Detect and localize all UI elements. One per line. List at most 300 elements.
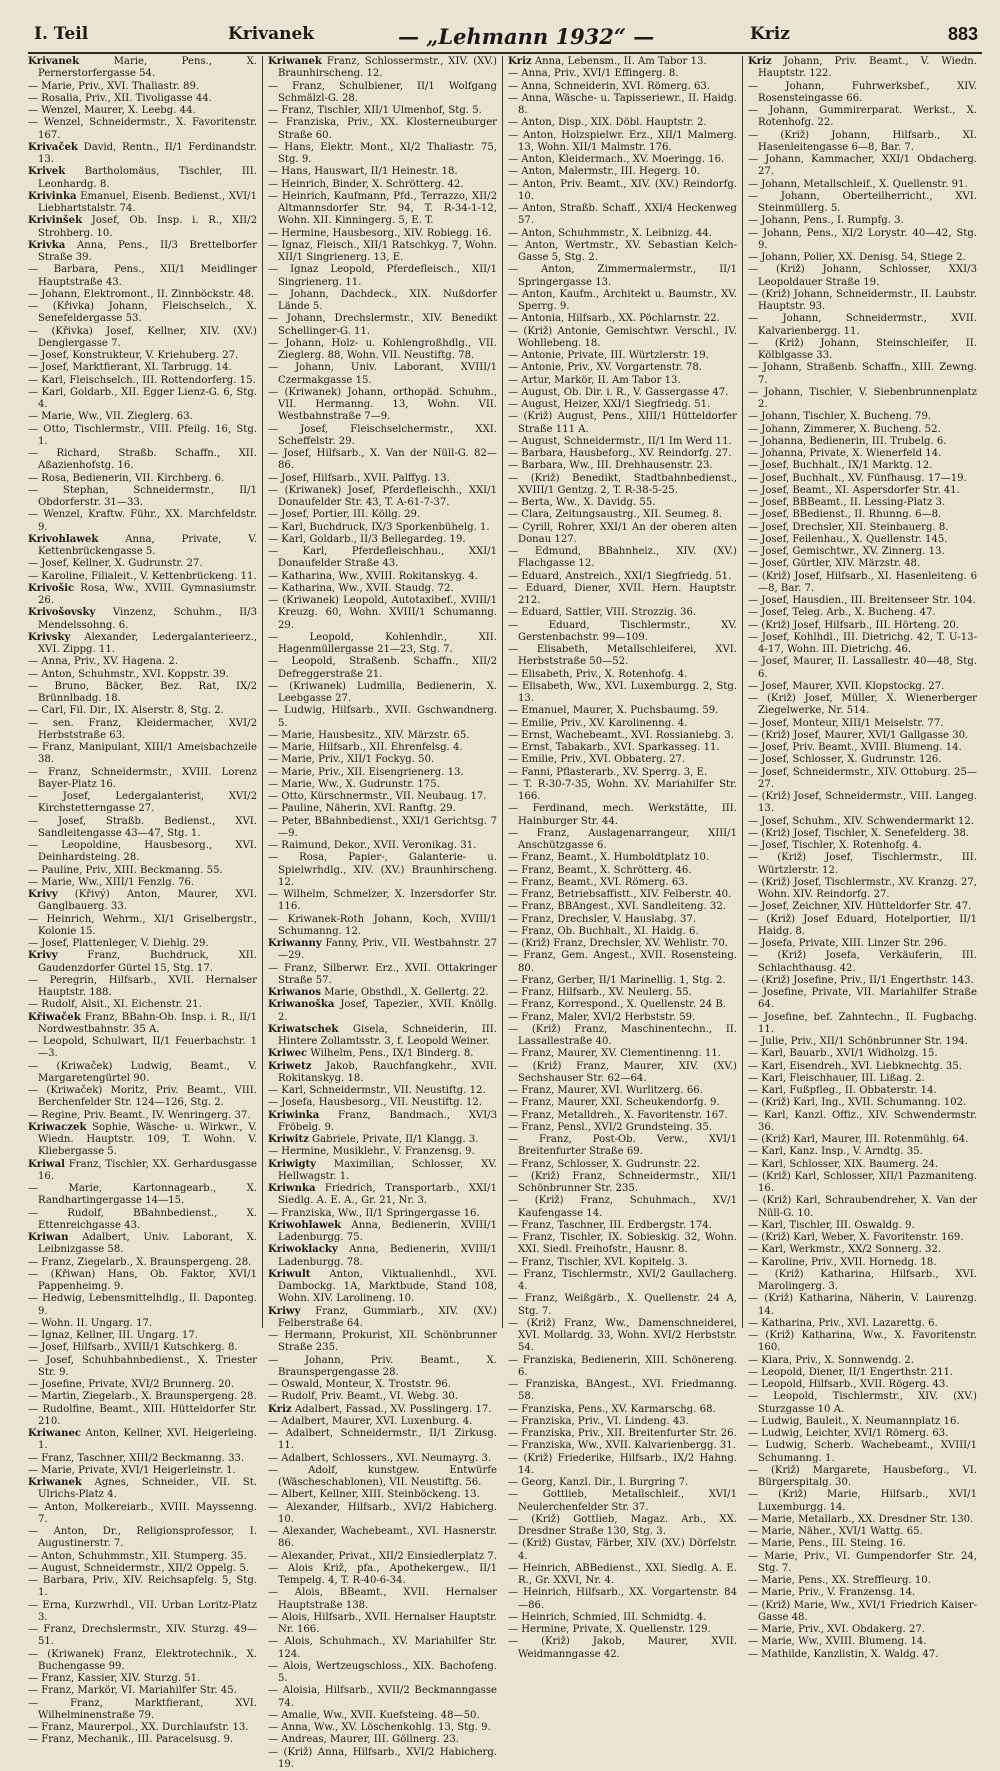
entry-surname: Krivošic — [28, 583, 74, 594]
directory-entry — [28, 767, 257, 792]
entry-text: — Josef, Monteur, XIII/1 Meiselstr. 77. — [748, 718, 943, 729]
directory-entry — [508, 1269, 737, 1294]
entry-text: — Josef, Kellner, X. Gudrunstr. 27. — [28, 558, 203, 569]
entry-text: — Ludwig, Bauleit., X. Neumannplatz 16. — [748, 1416, 960, 1427]
directory-entry — [28, 534, 257, 559]
entry-text: — Josef, Schuhbahnbedienst., X. Triester Str. 9. — [28, 1355, 257, 1378]
entry-text: Vinzenz, Schuhm., II/3 Mendelssohng. 6. — [38, 607, 257, 630]
entry-text: — Franz, Beamt., XVI. Römerg. 63. — [508, 877, 688, 888]
directory-entry — [748, 1048, 977, 1060]
directory-entry — [28, 865, 257, 877]
entry-text: — August, Schneidermstr., XII/2 Oppelg. 5. — [28, 1563, 249, 1574]
directory-entry — [748, 816, 977, 828]
entry-text: — Franziska, Priv., VI. Lindeng. 43. — [508, 1416, 689, 1427]
entry-surname: Krivanek — [28, 56, 79, 67]
entry-text: — Franz, Tischlermstr., XVI/2 Gaullacherg. 4. — [508, 1269, 737, 1292]
directory-entry — [748, 264, 977, 289]
directory-entry — [268, 938, 497, 963]
entry-text: — Karl, Goldarb., II/3 Bellegardeg. 19. — [268, 534, 466, 545]
directory-entry — [748, 485, 977, 497]
directory-entry — [28, 1208, 257, 1233]
directory-entry — [28, 191, 257, 216]
entry-text: — Katharina, Ww., XVII. Staudg. 72. — [268, 583, 454, 594]
entry-text: — Heinrich, Kaufmann, Pfd., Terrazzo, XII/2 Altmannsdorfer Str. 94, T. R-34-1-12, Wohn. XII. Kinningerg. 5, E. T. — [268, 191, 497, 227]
entry-text: — Heinrich, ABBedienst., XXI. Siedlg. A. E. R., Gr. XXVI, Nr. 4. — [508, 1563, 737, 1586]
entry-text: — Karl, Bauarb., XVI/1 Widholzg. 15. — [748, 1048, 938, 1059]
directory-entry — [748, 681, 977, 693]
entry-text: — Anna, Schneiderin, XVI. Römerg. 63. — [508, 81, 710, 92]
entry-text: Fanny, Priv., VII. Westbahnstr. 27—29. — [278, 938, 497, 961]
directory-entry — [508, 730, 737, 742]
entry-text: — Hedwig, Lebensmittelhdlg., II. Daponteg. 9. — [28, 1293, 257, 1316]
entry-text: — Franz, Mechanik., III. Paracelsusg. 9. — [28, 1734, 233, 1745]
entry-text: — Johann, Elektromont., II. Zinnböckstr. 48. — [28, 289, 254, 300]
directory-entry — [268, 1220, 497, 1245]
entry-text: — Johann, Drechslermstr., XIV. Benedikt Schellinger-G. 11. — [268, 313, 497, 336]
entry-text: — Marie, Näher., XVI/1 Wattg. 65. — [748, 1526, 923, 1537]
directory-entry — [508, 1379, 737, 1404]
directory-entry — [748, 1649, 977, 1661]
entry-text: — Gottlieb, Metallschleif., XVI/1 Neulerchenfelder Str. 37. — [508, 1489, 737, 1512]
entry-text: — Emanuel, Maurer, X. Puchsbaumg. 59. — [508, 705, 718, 716]
entry-text: — sen. Franz, Kleidermacher, XVI/2 Herbststraße 63. — [28, 718, 257, 741]
directory-entry — [508, 130, 737, 155]
entry-text: — (Križ) Franz, Schuhmach., XV/1 Kaufengasse 14. — [508, 1195, 737, 1218]
directory-entry — [748, 105, 977, 130]
directory-entry — [268, 571, 497, 583]
entry-text: — Alexander, Wachebeamt., XVI. Hasnerstr. 86. — [268, 1526, 497, 1549]
entry-text: Bartholomäus, Tischler, III. Leonhardg. 8. — [38, 166, 257, 189]
directory-entry — [28, 1036, 257, 1061]
directory-entry — [28, 999, 257, 1011]
directory-entry — [28, 215, 257, 240]
directory-entry — [748, 754, 977, 766]
directory-entry — [508, 1048, 737, 1060]
directory-entry — [748, 791, 977, 816]
entry-text: — August, Heizer, XXI/1 Siegfriedg. 51. — [508, 399, 710, 410]
directory-entry — [748, 767, 977, 792]
entry-text: — Franz, BBAngest., XVI. Sandleiteng. 32. — [508, 901, 726, 912]
directory-entry — [28, 424, 257, 449]
directory-entry — [508, 203, 737, 228]
directory-entry — [28, 1502, 257, 1527]
entry-text: — Johanna, Private, X. Wienerfeld 14. — [748, 448, 941, 459]
entry-surname: Kriwanny — [268, 938, 322, 949]
first-entry-name: Krivanek — [228, 24, 314, 44]
entry-text: Friedrich, Transportarb., XXI/1 Siedlg. A. E. A., Gr. 21, Nr. 3. — [278, 1183, 497, 1206]
directory-entry — [508, 436, 737, 448]
directory-entry — [748, 436, 977, 448]
entry-text: — Johann, Zimmerer, X. Bucheng. 52. — [748, 424, 941, 435]
entry-text: — (Kriwaček) Ludwig, Beamt., V. Margaretengürtel 90. — [28, 1061, 257, 1084]
directory-entry — [28, 1698, 257, 1723]
entry-text: — Antonie, Priv., XV. Vorgartenstr. 78. — [508, 362, 702, 373]
entry-text: — Emilie, Priv., XVI. Obbaterg. 27. — [508, 754, 685, 765]
entry-text: Franz, BBahn-Ob. Insp. i. R., II/1 Nordwestbahnstr. 35 A. — [38, 1012, 257, 1035]
entry-text: — Marie, Hilfsarb., XII. Ehrenfelsg. 4. — [268, 742, 463, 753]
directory-entry — [268, 56, 497, 81]
directory-entry — [748, 1428, 977, 1440]
directory-entry — [508, 754, 737, 766]
entry-text: — Johanna, Bedienerin, III. Trubelg. 6. — [748, 436, 947, 447]
directory-entry — [268, 656, 497, 681]
directory-entry — [508, 522, 737, 547]
directory-entry — [748, 362, 977, 387]
entry-text: — Clara, Zeitungsaustrg., XII. Seumeg. 8. — [508, 509, 722, 520]
entry-text: — Hermine, Musiklehr., V. Franzensg. 9. — [268, 1146, 475, 1157]
directory-entry — [508, 620, 737, 645]
directory-title: — „Lehmann 1932“ — — [398, 24, 654, 49]
entry-text: Emanuel, Eisenb. Bedienst., XVI/1 Liebhartstalstr. 74. — [38, 191, 257, 214]
entry-text: — Karl, Goldarb., XII. Egger Lienz-G. 6, Stg. 4. — [28, 387, 257, 410]
directory-entry — [508, 473, 737, 498]
entry-text: — Wohn. II. Ungarg. 17. — [28, 1318, 152, 1329]
directory-entry — [28, 1269, 257, 1294]
directory-entry — [748, 852, 977, 877]
entry-text: — Johann, Univ. Laborant, XVIII/1 Czermakgasse 15. — [268, 362, 497, 385]
entry-text: — (Križ) Margarete, Hausbeforg., VI. Bürgerspitalg. 30. — [748, 1465, 977, 1488]
entry-text: — Ferdinand, mech. Werkstätte, III. Hainburger Str. 44. — [508, 803, 737, 826]
entry-text: — Franz, Hilfsarb., XV. Neulerg. 55. — [508, 987, 692, 998]
entry-text: — Ludwig, Hilfsarb., XVII. Gschwandnerg. 5. — [268, 705, 497, 728]
entry-text: — Josef, Gemischtwr., XV. Zinnerg. 13. — [748, 546, 945, 557]
entry-text: — Franz, Gem. Angest., XVII. Rosensteing. 80. — [508, 950, 737, 973]
entry-text: — Karl, Schlosser, XIX. Baumerg. 24. — [748, 1159, 938, 1170]
entry-text: — Franz, Taschner, XIII/2 Beckmanng. 33. — [28, 1453, 244, 1464]
entry-text: — Leopold, Diener, II/1 Engerthstr. 211. — [748, 1367, 953, 1378]
entry-text: — Franz, Tischler, IX. Sobieskig. 32, Wohn. XXI. Siedl. Freihofstr., Hausnr. 8. — [508, 1232, 737, 1255]
entry-surname: Krivy — [28, 950, 58, 961]
directory-entry — [268, 1489, 497, 1501]
directory-entry — [748, 1244, 977, 1256]
entry-text: — Adalbert, Schneidermstr., II/1 Zirkusg. 11. — [268, 1428, 497, 1451]
directory-entry — [508, 56, 737, 68]
directory-entry — [748, 534, 977, 546]
directory-column — [262, 56, 502, 1328]
directory-entry — [28, 448, 257, 473]
directory-entry — [748, 1355, 977, 1367]
directory-entry — [748, 1293, 977, 1318]
entry-text: — Leopold, Kohlenhdlr., XII. Hagenmüllergasse 21—23, Stg. 7. — [268, 632, 497, 655]
directory-entry — [268, 730, 497, 742]
directory-entry — [508, 889, 737, 901]
entry-text: — (Kriwanek) Ludmilla, Bedienerin, X. Leebgasse 27. — [268, 681, 497, 704]
entry-text: Adalbert, Univ. Laborant, X. Leibnizgasse 58. — [38, 1232, 257, 1255]
entry-text: — (Križ) August, Pens., XIII/1 Hütteldorfer Straße 111 A. — [508, 411, 737, 434]
entry-text: — Berta, Ww., X. Davidg. 55. — [508, 497, 656, 508]
entry-text: — Josef, Schneidermstr., XIV. Ottoburg. 25—27. — [748, 767, 977, 790]
directory-entry — [28, 105, 257, 117]
entry-text: — Josef, BBBeamt., II. Lessing-Platz 3. — [748, 497, 945, 508]
directory-entry — [508, 718, 737, 730]
directory-entry — [28, 742, 257, 767]
directory-entry — [748, 1171, 977, 1196]
entry-text: — (Križ) Friederike, Hilfsarb., IX/2 Hahng. 14. — [508, 1453, 737, 1476]
entry-text: — T. R-30-7-35, Wohn. XV. Mariahilfer Str. 166. — [508, 779, 737, 802]
entry-text: Anton, Kellner, XVI. Heigerleing. 1. — [38, 1428, 257, 1451]
entry-text: — Bruno, Bäcker, Bez. Rat, IX/2 Brünnlbadg. 18. — [28, 681, 257, 704]
entry-text: — Franz, Kassier, XIV. Sturzg. 51. — [28, 1673, 200, 1684]
entry-text: — Franz, Taschner, III. Erdbergstr. 174. — [508, 1220, 712, 1231]
directory-entry — [268, 999, 497, 1024]
directory-entry — [28, 938, 257, 950]
entry-text: — Franz, Weißgärb., X. Quellenstr. 24 A, Stg. 7. — [508, 1293, 737, 1316]
directory-entry — [508, 1293, 737, 1318]
directory-entry — [748, 828, 977, 840]
directory-entry — [748, 1489, 977, 1514]
directory-entry — [28, 81, 257, 93]
entry-text: — Alois, Hilfsarb., XVII. Hernalser Hauptstr. Nr. 166. — [268, 1612, 497, 1635]
entry-text: — Anton, Zimmermalermstr., II/1 Springergasse 13. — [508, 264, 737, 287]
entry-text: — Edmund, BBahnheiz., XIV. (XV.) Flachgasse 12. — [508, 546, 737, 569]
directory-entry — [748, 1440, 977, 1465]
directory-entry — [508, 767, 737, 779]
entry-text: — (Križ) Karl, Schlosser, XII/1 Pazmaniteng. 16. — [748, 1171, 977, 1194]
directory-entry — [748, 718, 977, 730]
directory-entry — [268, 1306, 497, 1331]
entry-text: — Franz, Post-Ob. Verw., XVI/1 Breitenfurter Straße 69. — [508, 1134, 737, 1157]
entry-text: — Franziska, Bedienerin, XIII. Schönereng. 6. — [508, 1355, 737, 1378]
entry-text: Agnes, Schneider., VII. St. Ulrichs-Platz 4. — [38, 1477, 257, 1500]
directory-entry — [268, 1355, 497, 1380]
directory-entry — [268, 1526, 497, 1551]
entry-text: — Karl, Kanz. Insp., V. Arndtg. 35. — [748, 1146, 923, 1157]
entry-text: — Heinrich, Binder, X. Schrötterg. 42. — [268, 179, 464, 190]
directory-entry — [508, 975, 737, 987]
directory-entry — [508, 228, 737, 240]
entry-text: — Josef, Hilfsarb., X. Van der Nüll-G. 82—86. — [268, 448, 497, 471]
entry-text: — Otto, Kürschnermstr., VII. Neubaug. 17. — [268, 791, 487, 802]
directory-entry — [268, 681, 497, 706]
entry-text: — Peter, BBahnbedienst., XXI/1 Gerichtsg. 7—9. — [268, 816, 497, 839]
entry-text: — Karl, Kanzl. Offiz., XIV. Schwendermstr. 36. — [748, 1110, 977, 1133]
entry-text: — Karoline, Priv., XVII. Hornedg. 18. — [748, 1257, 937, 1268]
entry-text: Anna, Bedienerin, XVIII/1 Ladenburgg. 78. — [278, 1244, 497, 1267]
directory-entry — [268, 264, 497, 289]
entry-text: — Franz, Beamt., X. Schrötterg. 46. — [508, 865, 691, 876]
entry-text: — Franz, Maurer, XVI. Wurlitzerg. 66. — [508, 1085, 703, 1096]
directory-entry — [508, 1232, 737, 1257]
entry-text: — Franz, Ob. Buchhalt., XI. Haidg. 6. — [508, 926, 699, 937]
entry-text: Wilhelm, Pens., IX/1 Binderg. 8. — [307, 1048, 473, 1059]
entry-text: — Josef, Buchhalt., XV. Fünfhausg. 17—19. — [748, 473, 967, 484]
directory-entry — [28, 142, 257, 167]
entry-text: Anna, Bedienerin, XVIII/1 Ladenburgg. 75. — [278, 1220, 497, 1243]
entry-text: — Anton, Wertmstr., XV. Sebastian Kelch-Gasse 5, Stg. 2. — [508, 240, 737, 263]
directory-entry — [508, 350, 737, 362]
entry-text: — Johann, Straßenb. Schaffn., XIII. Zewng. 7. — [748, 362, 977, 385]
directory-entry — [268, 705, 497, 730]
entry-text: — (Križ) Gottlieb, Magaz. Arb., XX. Dresdner Straße 130, Stg. 3. — [508, 1514, 737, 1537]
entry-text: — Eduard, Sattler, VIII. Strozzig. 36. — [508, 607, 696, 618]
directory-entry — [748, 1538, 977, 1550]
entry-text: — Franz, Schlosser, X. Gudrunstr. 22. — [508, 1159, 700, 1170]
entry-text: — Marie, Ww., XIII/1 Fenzlg. 76. — [28, 877, 194, 888]
entry-text: — (Križ) Franz, Maschinentechn., II. Lassallestraße 40. — [508, 1024, 737, 1047]
directory-entry — [268, 840, 497, 852]
entry-text: — Marie, Priv., XII. Eisengrienerg. 13. — [268, 767, 464, 778]
directory-entry — [268, 313, 497, 338]
directory-entry — [748, 1097, 977, 1109]
directory-entry — [28, 117, 257, 142]
entry-text: — Josef, Zeichner, XIV. Hütteldorfer Str. 47. — [748, 901, 971, 912]
entry-text: — Marie, Priv., VI. Gumpendorfer Str. 24, Stg. 7. — [748, 1551, 977, 1574]
entry-text: — Leopold, Hilfsarb., XVII. Rögerg. 43. — [748, 1379, 949, 1390]
directory-entry — [268, 509, 497, 521]
directory-entry — [748, 1318, 977, 1330]
entry-text: — Wenzel, Maurer, X. Leebg. 44. — [28, 105, 196, 116]
entry-text: Rosa, Ww., XVIII. Gymnasiumstr. 26. — [38, 583, 257, 606]
entry-text: — Josef, Hilfsarb., XVIII/1 Kutschkerg. 8. — [28, 1342, 238, 1353]
directory-entry — [268, 1379, 497, 1391]
entry-text: — Ludwig, Scherb. Wachebeamt., XVIII/1 Schumanng. 1. — [748, 1440, 977, 1463]
directory-entry — [28, 1428, 257, 1453]
directory-entry — [28, 1257, 257, 1269]
entry-text: — Oswald, Monteur, X. Troststr. 96. — [268, 1379, 451, 1390]
entry-text: — Heinrich, Schmied, III. Schmidtg. 4. — [508, 1612, 706, 1623]
directory-entry — [268, 583, 497, 595]
directory-entry — [508, 705, 737, 717]
entry-text: Adalbert, Fassad., XV. Posslingerg. 17. — [292, 1404, 492, 1415]
entry-text: — Johann, Holz- u. Kohlengroßhdlg., VII. Zieglerg. 88, Wohn. VII. Neustiftg. 78. — [268, 338, 497, 361]
entry-text: — Regine, Priv. Beamt., IV. Wenringerg. 37. — [28, 1110, 251, 1121]
directory-entry — [268, 1159, 497, 1184]
entry-surname: Krivek — [28, 166, 65, 177]
directory-entry — [748, 448, 977, 460]
entry-text: — Franz, Korrespond., X. Quellenstr. 24 B. — [508, 999, 726, 1010]
entry-text: — (Križ) Marie, Ww., XVI/1 Friedrich Kaiser-Gasse 48. — [748, 1600, 977, 1623]
directory-entry — [28, 509, 257, 534]
directory-entry — [748, 387, 977, 412]
directory-entry — [268, 1134, 497, 1146]
entry-text: — (Křivka) Josef, Kellner, XIV. (XV.) Denglergasse 7. — [28, 326, 257, 349]
directory-entry — [508, 1195, 737, 1220]
directory-entry — [748, 1367, 977, 1379]
directory-entry — [508, 877, 737, 889]
directory-entry — [268, 362, 497, 387]
directory-entry — [268, 1551, 497, 1563]
directory-entry — [28, 656, 257, 668]
entry-text: — Georg, Kanzl. Dir., I. Burgring 7. — [508, 1477, 688, 1488]
directory-entry — [508, 1624, 737, 1636]
entry-text: — Barbara, Ww., III. Drehhausenstr. 23. — [508, 460, 713, 471]
directory-entry — [268, 1085, 497, 1097]
directory-entry — [28, 558, 257, 570]
directory-entry — [508, 154, 737, 166]
entry-text: — Franziska, Pens., XV. Karmarschg. 68. — [508, 1404, 716, 1415]
directory-entry — [508, 1489, 737, 1514]
entry-text: — (Križ) Josef, Tischler, X. Senefelderg. 38. — [748, 828, 969, 839]
directory-entry — [748, 1012, 977, 1037]
directory-entry — [28, 1734, 257, 1746]
directory-entry — [508, 1404, 737, 1416]
directory-entry — [268, 240, 497, 265]
entry-text: — Alexander, Privat., XII/2 Einsiedlerplatz 7. — [268, 1551, 497, 1562]
entry-text: — Karl, Werkmstr., XX/2 Sonnerg. 32. — [748, 1244, 941, 1255]
directory-entry — [748, 1195, 977, 1220]
directory-entry — [748, 191, 977, 216]
entry-text: — Josefa, Hausbesorg., VII. Neustiftg. 12. — [268, 1097, 482, 1108]
entry-text: — Antonie, Private, III. Würtzlerstr. 19. — [508, 350, 709, 361]
entry-surname: Krivka — [28, 240, 65, 251]
entry-surname: Krivaček — [28, 142, 78, 153]
entry-text: — Ernst, Wachebeamt., XVI. Rossianiebg. 3. — [508, 730, 734, 741]
directory-entry — [748, 693, 977, 718]
directory-entry — [748, 215, 977, 227]
directory-entry — [508, 93, 737, 118]
directory-entry — [748, 460, 977, 472]
directory-entry — [748, 914, 977, 939]
directory-entry — [508, 607, 737, 619]
entry-text: — (Križ) Franz, Schneidermstr., XII/1 Schönbrunner Str. 235. — [508, 1171, 737, 1194]
entry-text: — (Križ) Franz, Maurer, XIV. (XV.) Sechshauser Str. 62—64. — [508, 1061, 737, 1084]
directory-entry — [748, 840, 977, 852]
directory-entry — [268, 1661, 497, 1686]
entry-text: — Karl, Fleischhauer, III. Lißag. 2. — [748, 1073, 925, 1084]
directory-entry — [748, 1134, 977, 1146]
entry-text: — Josef, Schuhm., XIV. Schwendermarkt 12. — [748, 816, 974, 827]
entry-surname: Kriwanek — [28, 1477, 82, 1488]
entry-text: — Johann, Tischler, X. Bucheng. 79. — [748, 411, 931, 422]
entry-text: — (Križ) Karl, Weber, X. Favoritenstr. 169. — [748, 1232, 964, 1243]
directory-entry — [268, 1110, 497, 1135]
directory-entry — [748, 1257, 977, 1269]
directory-entry — [28, 914, 257, 939]
entry-text: — Elisabeth, Metallschleiferei, XVI. Herbststraße 50—52. — [508, 644, 737, 667]
entry-text: — Marie, Ww., X. Gudrunstr. 175. — [268, 779, 440, 790]
directory-entry — [268, 179, 497, 191]
directory-entry — [748, 313, 977, 338]
directory-entry — [28, 840, 257, 865]
entry-text: — Josef, Maurer, XVII. Klopstockg. 27. — [748, 681, 944, 692]
entry-text: — Cyrill, Rohrer, XXI/1 An der oberen alten Donau 127. — [508, 522, 737, 545]
directory-column — [502, 56, 742, 1328]
entry-text: — Franz, Marktfierant, XVI. Wilhelminenstraße 79. — [28, 1698, 257, 1721]
entry-text: — Julie, Priv., XII/1 Schönbrunner Str. 194. — [748, 1036, 968, 1047]
directory-entry — [508, 240, 737, 265]
entry-text: — Rudolf, Alsit., XI. Eichenstr. 21. — [28, 999, 202, 1010]
entry-text: — Franz, Maler, XVI/2 Herbststr. 59. — [508, 1012, 695, 1023]
entry-surname: Kriwal — [28, 1159, 65, 1170]
entry-text: — Josef, Teleg. Arb., X. Bucheng. 47. — [748, 607, 936, 618]
entry-text: — (Križ) Karl, Maurer, III. Rotenmühlg. 64. — [748, 1134, 968, 1145]
entry-text: — Alois, Wertzeugschloss., XIX. Bachofeng. 5. — [268, 1661, 497, 1684]
directory-entry — [508, 362, 737, 374]
directory-entry — [748, 1575, 977, 1587]
entry-text: — Karl, Tischler, III. Oswaldg. 9. — [748, 1220, 915, 1231]
entry-text: — Anton, Kaufm., Architekt u. Baumstr., XV. Sperrg. 9. — [508, 289, 737, 312]
entry-text: — Josef, Gürtler, XIV. Märzstr. 48. — [748, 558, 920, 569]
entry-text: — Barbara, Pens., XII/1 Meidlinger Hauptstraße 43. — [28, 264, 257, 287]
directory-entry — [748, 130, 977, 155]
entry-text: — Klara, Priv., X. Sonnwendg. 2. — [748, 1355, 914, 1366]
directory-entry — [508, 1171, 737, 1196]
entry-text: — Anton, Schuhmmstr., X. Leibnizg. 44. — [508, 228, 712, 239]
directory-entry — [508, 901, 737, 913]
directory-entry — [28, 1318, 257, 1330]
entry-text: — Anna, Priv., XVI/1 Effingerg. 8. — [508, 68, 679, 79]
entry-text: Gabriele, Private, II/1 Klangg. 3. — [309, 1134, 479, 1145]
directory-entry — [268, 1710, 497, 1722]
directory-entry — [268, 1734, 497, 1746]
directory-entry — [28, 1722, 257, 1734]
entry-text: — (Križ) Josef, Maurer, XVI/1 Gallgasse 30. — [748, 730, 968, 741]
directory-entry — [268, 1391, 497, 1403]
entry-surname: Kriwnka — [268, 1183, 316, 1194]
entry-text: — Heinrich, Wehrm., XI/1 Griselbergstr., Kolonie 15. — [28, 914, 257, 937]
directory-entry — [508, 1318, 737, 1355]
entry-text: — Josef, Hausdien., III. Breitenseer Str. 104. — [748, 595, 976, 606]
